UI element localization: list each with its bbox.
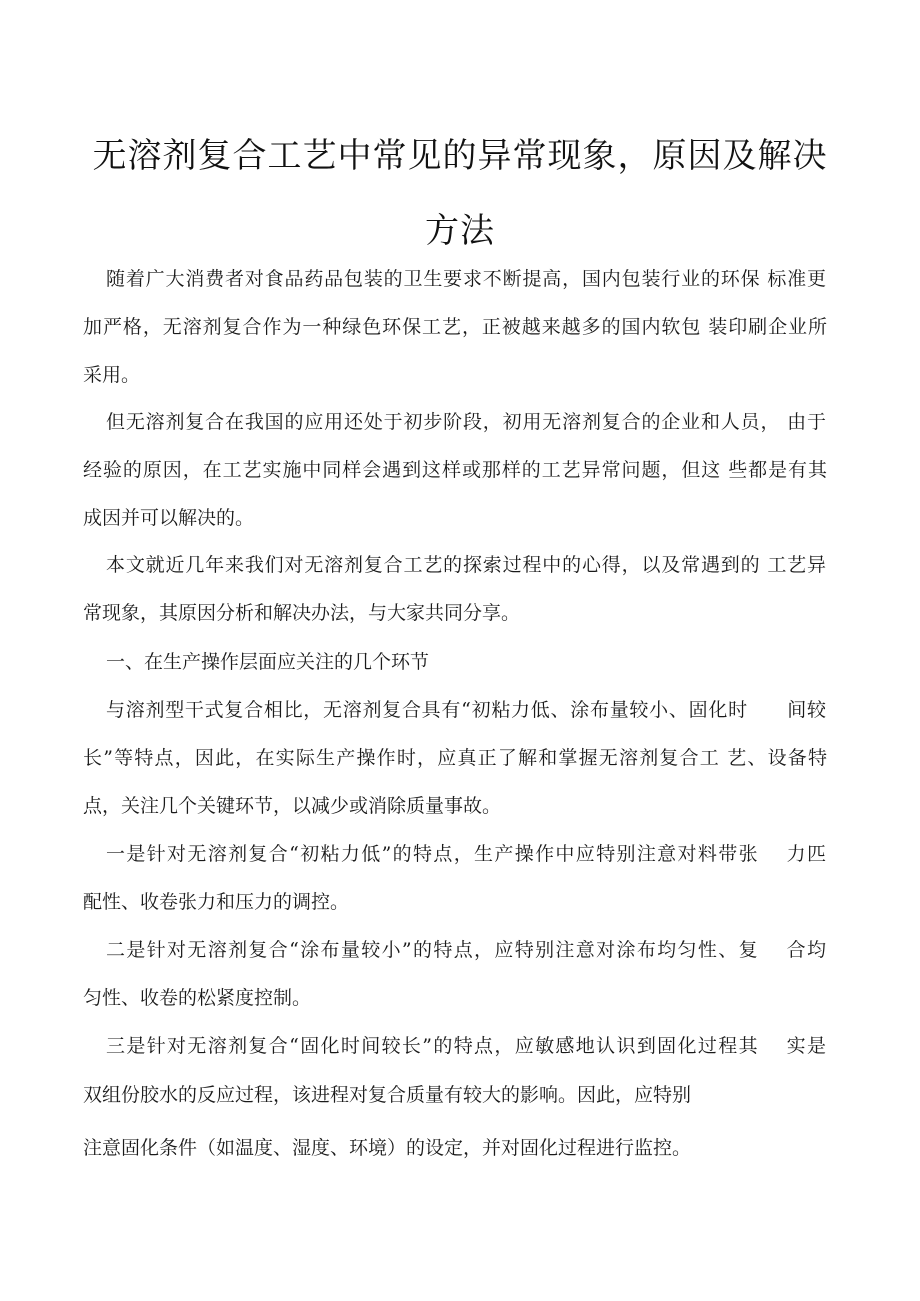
body-line: 长”等特点，因此，在实际生产操作时，应真正了解和掌握无溶剂复合工 艺、设备特 <box>83 747 827 769</box>
body-line: 但无溶剂复合在我国的应用还处于初步阶段，初用无溶剂复合的企业和人员， 由于 <box>106 411 826 433</box>
body-line: 与溶剂型干式复合相比，无溶剂复合具有“初粘力低、涂布量较小、固化时 间较 <box>106 699 826 721</box>
document-title-line-2: 方法 <box>425 211 495 251</box>
body-line: 注意固化条件（如温度、湿度、环境）的设定，并对固化过程进行监控。 <box>83 1137 692 1159</box>
body-line: 成因并可以解决的。 <box>83 507 255 529</box>
body-line: 加严格，无溶剂复合作为一种绿色环保工艺，正被越来越多的国内软包 装印刷企业所 <box>83 316 827 338</box>
body-line: 三是针对无溶剂复合“固化时间较长”的特点，应敏感地认识到固化过程其 实是 <box>106 1035 826 1057</box>
body-line: 配性、收卷张力和压力的调控。 <box>83 891 350 913</box>
section-heading: 一、在生产操作层面应关注的几个环节 <box>106 651 430 673</box>
body-line: 随着广大消费者对食品药品包装的卫生要求不断提高，国内包装行业的环保 标准更 <box>106 268 826 290</box>
body-line: 经验的原因，在工艺实施中同样会遇到这样或那样的工艺异常问题，但这 些都是有其 <box>83 459 827 481</box>
body-line: 点，关注几个关键环节，以减少或消除质量事故。 <box>83 795 502 817</box>
document-title-line-1: 无溶剂复合工艺中常见的异常现象，原因及解决 <box>92 136 828 176</box>
body-line: 双组份胶水的反应过程，该进程对复合质量有较大的影响。因此，应特别 <box>83 1084 692 1106</box>
body-line: 二是针对无溶剂复合“涂布量较小”的特点，应特别注意对涂布均匀性、复 合均 <box>106 939 826 961</box>
body-line: 匀性、收卷的松紧度控制。 <box>83 987 312 1009</box>
body-line: 常现象，其原因分析和解决办法，与大家共同分享。 <box>83 602 521 624</box>
body-line: 一是针对无溶剂复合“初粘力低”的特点，生产操作中应特别注意对料带张 力匹 <box>106 843 826 865</box>
body-line: 本文就近几年来我们对无溶剂复合工艺的探索过程中的心得，以及常遇到的 工艺异 <box>106 554 826 576</box>
body-line: 采用。 <box>83 364 141 386</box>
